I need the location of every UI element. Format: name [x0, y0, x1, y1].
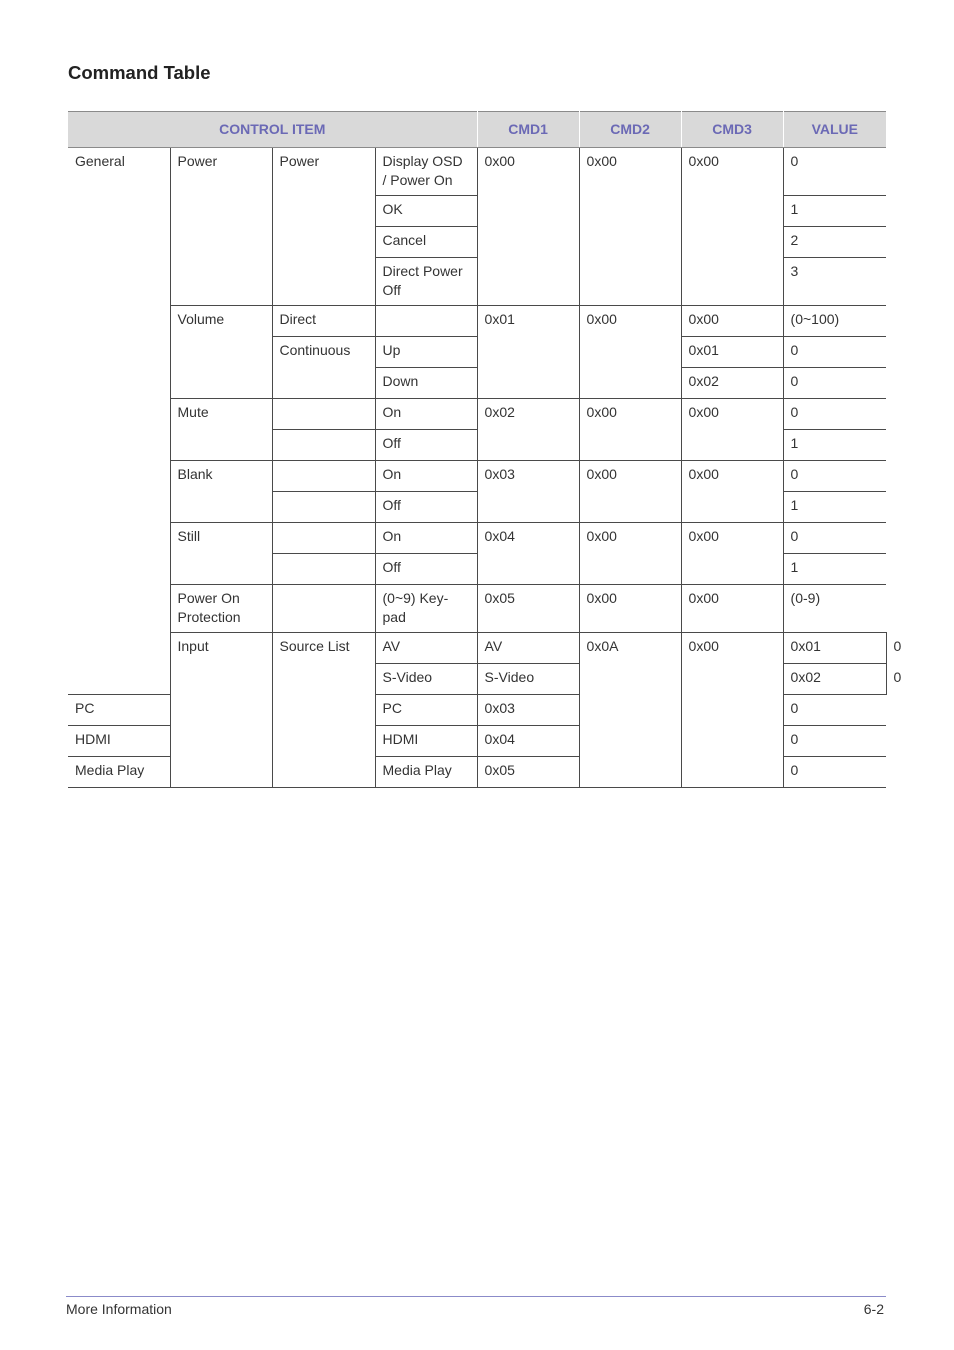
- subitem-svideo: S-Video: [375, 664, 477, 695]
- option-hdmi: HDMI: [375, 726, 477, 757]
- value-cell: 0: [783, 695, 886, 726]
- item-blank: Blank: [170, 461, 272, 523]
- value-cell: (0~100): [783, 306, 886, 337]
- cmd2-cell: 0x00: [579, 306, 681, 399]
- option-off: Off: [375, 492, 477, 523]
- option-keypad: (0~9) Key-pad: [375, 585, 477, 633]
- cmd3-cell: 0x02: [681, 368, 783, 399]
- cmd3-cell: 0x00: [681, 585, 783, 633]
- item-mute: Mute: [170, 399, 272, 461]
- option-off: Off: [375, 554, 477, 585]
- header-control-item: CONTROL ITEM: [68, 112, 477, 148]
- option-media-play: Media Play: [375, 757, 477, 788]
- subitem-hdmi: HDMI: [68, 726, 170, 757]
- page-number: 6-2: [863, 1301, 884, 1317]
- footer-divider: [66, 1296, 886, 1297]
- value-cell: 2: [783, 227, 886, 258]
- option-off: Off: [375, 430, 477, 461]
- cmd1-cell: 0x04: [477, 523, 579, 585]
- item-power-on-protection: Power On Protection: [170, 585, 272, 633]
- table-row: S-Video S-Video 0x02 0: [68, 664, 886, 695]
- cmd3-cell: 0x01: [783, 633, 886, 664]
- subitem-empty: [272, 461, 375, 492]
- value-cell: 1: [783, 554, 886, 585]
- value-cell: 0: [783, 461, 886, 492]
- subitem-pc: PC: [68, 695, 170, 726]
- cmd3-cell: 0x04: [477, 726, 579, 757]
- cmd2-cell: 0x00: [579, 523, 681, 585]
- subitem-empty: [272, 399, 375, 430]
- header-value: VALUE: [783, 112, 886, 148]
- table-row: Input Source List AV AV 0x0A 0x00 0x01 0: [68, 633, 886, 664]
- value-cell: 1: [783, 430, 886, 461]
- subitem-av: AV: [375, 633, 477, 664]
- option-ok: OK: [375, 196, 477, 227]
- table-header-row: [68, 112, 886, 148]
- value-cell: 0: [783, 148, 886, 196]
- table-row: [68, 148, 886, 196]
- subitem-empty: [272, 554, 375, 585]
- footer-section-title: More Information: [66, 1301, 172, 1317]
- cmd1-cell: 0x02: [477, 399, 579, 461]
- value-cell: 0: [783, 337, 886, 368]
- cmd2-cell: 0x00: [579, 585, 681, 633]
- subitem-empty: [272, 430, 375, 461]
- header-cmd3: CMD3: [681, 112, 783, 148]
- cmd3-cell: 0x00: [681, 523, 783, 585]
- category-input: Input: [170, 633, 272, 788]
- option-on: On: [375, 523, 477, 554]
- table-row: [68, 399, 886, 430]
- item-volume: Volume: [170, 306, 272, 399]
- value-cell: 0: [783, 399, 886, 430]
- item-power: Power: [170, 148, 272, 306]
- subitem-empty: [272, 523, 375, 554]
- cmd2-cell: 0x00: [579, 399, 681, 461]
- item-source-list: Source List: [272, 633, 375, 788]
- subitem-empty: [272, 585, 375, 633]
- option-av: AV: [477, 633, 579, 664]
- cmd1-cell: 0x01: [477, 306, 579, 399]
- value-cell: 1: [783, 492, 886, 523]
- option-on: On: [375, 399, 477, 430]
- subitem-empty: [272, 492, 375, 523]
- value-cell: 0: [783, 726, 886, 757]
- cmd3-cell: 0x00: [681, 399, 783, 461]
- cmd2-cell: 0x00: [579, 461, 681, 523]
- cmd2-cell: 0x00: [579, 148, 681, 306]
- cmd3-cell: 0x00: [681, 461, 783, 523]
- option-direct-power-off: Direct Power Off: [375, 258, 477, 306]
- option-up: Up: [375, 337, 477, 368]
- option-cancel: Cancel: [375, 227, 477, 258]
- header-cmd1: CMD1: [477, 112, 579, 148]
- value-cell: (0-9): [783, 585, 886, 633]
- cmd3-cell: 0x00: [681, 306, 783, 337]
- table-row: [68, 461, 886, 492]
- cmd1-cell: 0x00: [477, 148, 579, 306]
- cmd3-cell: 0x05: [477, 757, 579, 788]
- header-cmd2: CMD2: [579, 112, 681, 148]
- subitem-continuous: Continuous: [272, 337, 375, 399]
- value-cell: 0: [783, 368, 886, 399]
- cmd3-cell: 0x03: [477, 695, 579, 726]
- cmd3-cell: 0x00: [681, 148, 783, 306]
- subitem-power: Power: [272, 148, 375, 306]
- item-still: Still: [170, 523, 272, 585]
- option-down: Down: [375, 368, 477, 399]
- value-cell: 0: [783, 757, 886, 788]
- cmd1-cell: 0x0A: [579, 633, 681, 788]
- value-cell: 3: [783, 258, 886, 306]
- cmd3-cell: 0x01: [681, 337, 783, 368]
- cmd3-cell: 0x02: [783, 664, 886, 695]
- cmd2-cell: 0x00: [681, 633, 783, 788]
- option-display-osd: Display OSD / Power On: [375, 148, 477, 196]
- value-cell: 0: [783, 523, 886, 554]
- table-row: [68, 585, 886, 633]
- command-table: [68, 111, 902, 788]
- category-general: General: [68, 148, 170, 695]
- option-svideo: S-Video: [477, 664, 579, 695]
- subitem-media-play: Media Play: [68, 757, 170, 788]
- cmd1-cell: 0x03: [477, 461, 579, 523]
- option-on: On: [375, 461, 477, 492]
- table-row: [68, 523, 886, 554]
- option-empty: [375, 306, 477, 337]
- option-pc: PC: [375, 695, 477, 726]
- table-row: [68, 306, 886, 337]
- value-cell: 1: [783, 196, 886, 227]
- subitem-direct: Direct: [272, 306, 375, 337]
- page-title: Command Table: [68, 62, 211, 83]
- cmd1-cell: 0x05: [477, 585, 579, 633]
